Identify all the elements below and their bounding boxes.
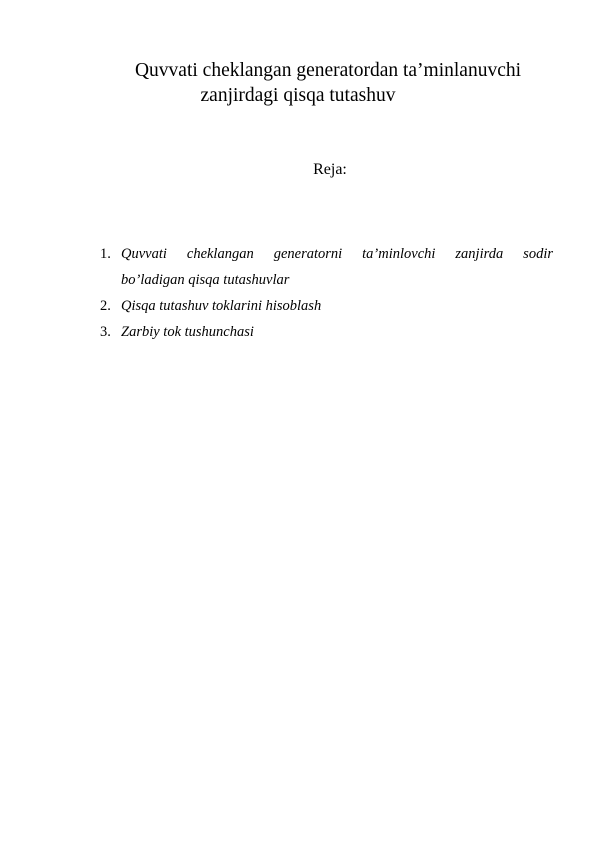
list-item-number: 1. (100, 246, 111, 262)
list-item-text: Qisqa tutashuv toklarini hisoblash (121, 298, 322, 314)
list-item (100, 293, 553, 319)
list-item-number: 2. (100, 298, 111, 314)
list-item-text: Zarbiy tok tushunchasi (121, 324, 254, 340)
plan-list (100, 241, 553, 345)
title-line-2: zanjirdagi qisqa tutashuv (200, 85, 396, 106)
list-item (100, 319, 553, 345)
list-item (100, 241, 553, 293)
list-item-text-line-1: Quvvati cheklangan generatorni ta’minlovchi zanjirda sodir (121, 246, 553, 262)
document-title (60, 58, 596, 108)
title-line-1: Quvvati cheklangan generatordan ta’minlanuvchi (134, 60, 522, 81)
list-item-text-line-2: bo’ladigan qisqa tutashuvlar (121, 272, 290, 288)
plan-heading: Reja: (313, 161, 347, 178)
list-item-number: 3. (100, 324, 111, 340)
